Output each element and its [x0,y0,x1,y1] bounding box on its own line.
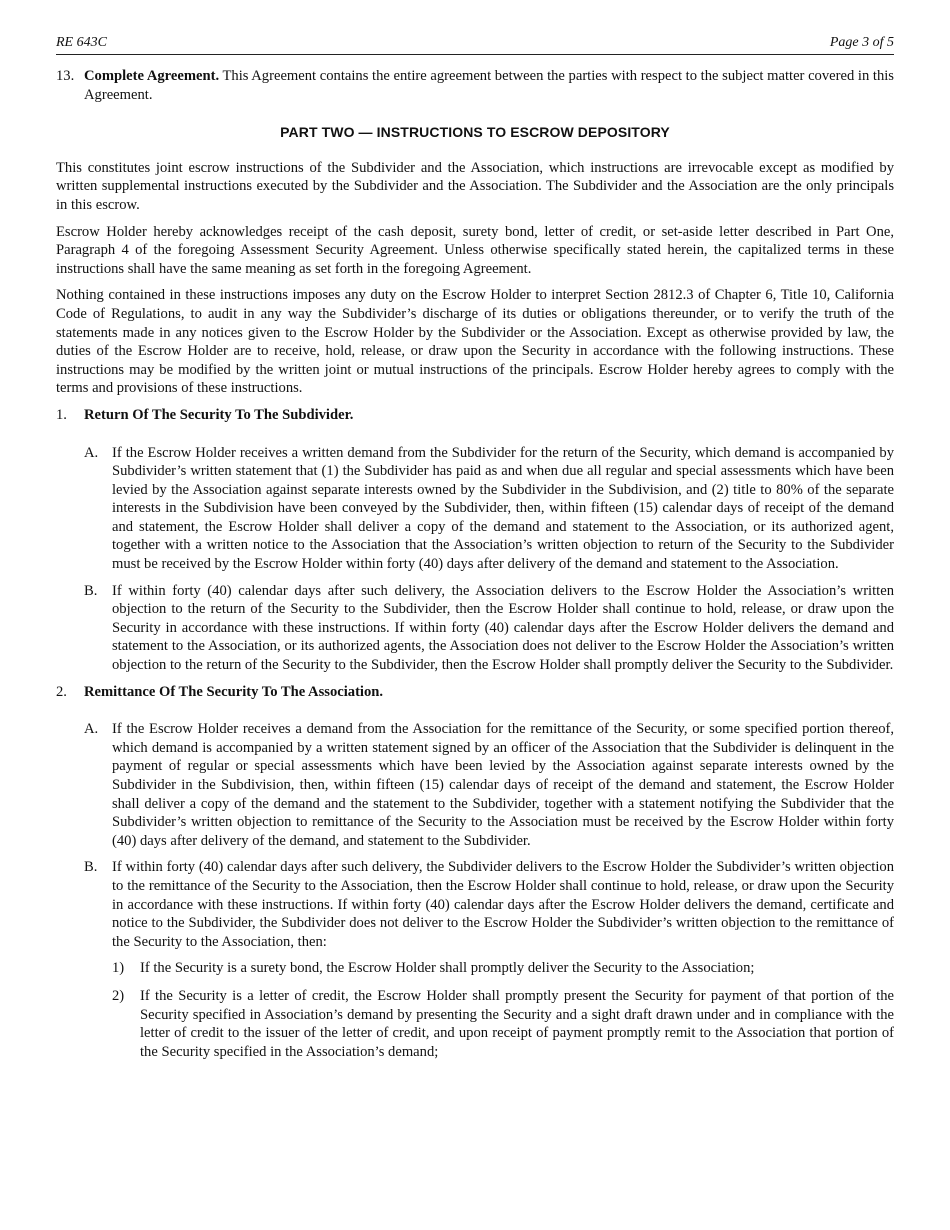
page-header [56,34,894,55]
section-2-title: Remittance Of The Security To The Association. [84,683,384,700]
section-1-number: 1. [56,406,67,423]
clause-13-number: 13. [56,68,75,84]
clause-13-title: Complete Agreement. [84,68,220,84]
section-1-subclause-b [84,582,894,675]
list-item-label: 1) [112,960,125,977]
list-item-text: If the Security is a letter of credit, the Escrow Holder shall promptly present the Security for payment of that portion of the Security specified in Association’s demand by presenting the Security and a sight draft drawn under and in compliance with the letter of credit to the issuer of the letter of credit, and upon receipt of payment promptly remit to the Association that portion of the Security specified in the Association’s demand; [140,987,894,1060]
list-item-text: If the Security is a surety bond, the Escrow Holder shall promptly deliver the Security to the Association; [140,960,755,977]
section-2-b-item-1 [112,959,894,978]
intro-paragraph-3: Nothing contained in these instructions imposes any duty on the Escrow Holder to interpret Section 2812.3 of Chapter 6, Title 10, California Code of Regulations, to audit in any way the Subdivider’s discharge of its duties or obligations thereunder, or to verify the truth of the statements made in any notices given to the Escrow Holder by the Subdivider or the Association. Except as otherwise provided by law, the duties of the Escrow Holder are to receive, hold, release, or draw upon the Security in accordance with the following instructions. These instructions may be modified by the written joint or mutual instructions of the principals. Escrow Holder hereby agrees to comply with the terms and provisions of these instructions. [56,287,894,397]
section-2-b-item-2 [112,987,894,1061]
subclause-label: A. [84,444,99,461]
section-1-title: Return Of The Security To The Subdivider. [84,406,354,423]
part-two-heading: PART TWO — INSTRUCTIONS TO ESCROW DEPOSITORY [280,124,670,141]
subclause-label: A. [84,721,99,738]
section-2-heading [56,683,894,702]
subclause-label: B. [84,859,98,876]
subclause-label: B. [84,582,98,599]
form-id: RE 643C [56,35,107,50]
section-2-subclause-b [84,858,894,951]
subclause-text: If within forty (40) calendar days after such delivery, the Association delivers to the Escrow Holder the Association’s written objection to the return of the Security to the Subdivider, then the Escrow Holder shall continue to hold, release, or draw upon the Security in accordance with these instructions. If within forty (40) calendar days after the Escrow Holder delivers the demand and statement to the Association, or its authorized agents, the Association does not deliver to the Escrow Holder the Association’s written objection to the return of the Security to the Subdivider, then the Escrow Holder shall promptly deliver the Security to the Subdivider. [112,582,894,674]
list-item-label: 2) [112,987,125,1004]
clause-13-text: This Agreement contains the entire agreement between the parties with respect to the subject matter covered in this Agreement. [84,68,894,103]
intro-paragraph-2: Escrow Holder hereby acknowledges receipt of the cash deposit, surety bond, letter of credit, or set-aside letter described in Part One, Paragraph 4 of the foregoing Assessment Security Agreement. Unless otherwise specifically stated herein, the capitalized terms in these instructions shall have the same meaning as set forth in the foregoing Agreement. [56,223,894,277]
subclause-text: If within forty (40) calendar days after such delivery, the Subdivider delivers to the Escrow Holder the Subdivider’s written objection to the remittance of the Security to the Association, then the Escrow Holder shall continue to hold, release, or draw upon the Security in accordance with these instructions. If within forty (40) calendar days after the Escrow Holder delivers the demand, certificate and notice to the Subdivider, the Subdivider does not deliver to the Escrow Holder the Subdivider’s written objection to the remittance of the Security to the Association, then: [112,859,894,950]
page-number: Page 3 of 5 [829,35,894,50]
subclause-text: If the Escrow Holder receives a written demand from the Subdivider for the return of the Security, which demand is accompanied by Subdivider’s written statement that (1) the Subdivider has paid as and when due all regular and special assessments which have been levied by the Association against separate interests owned by the Subdivider in the Subdivision, and (2) title to 80% of the separate interests in the Subdivision have been conveyed by the Subdivider, then, within fifteen (15) calendar days of receipt of the demand and statement, the Escrow Holder shall deliver a copy of the demand and statement to the Association, or its authorized agent, together with a written notice to the Association that the Association’s written objection to return of the Security to the Subdivider must be received by the Escrow Holder within forty (40) days after delivery of the demand and statement to the Association. [112,444,894,573]
section-2-subclause-a [84,720,894,850]
clause-13-body [84,67,894,104]
intro-paragraph-1: This constitutes joint escrow instructions of the Subdivider and the Association, which instructions are irrevocable except as modified by written supplemental instructions executed by the Subdivider and the Association. The Subdivider and the Association are the only principals in this escrow. [56,159,894,213]
subclause-text: If the Escrow Holder receives a demand from the Association for the remittance of the Security, or some specified portion thereof, which demand is accompanied by a written statement signed by an officer of the Association that the Subdivider is delinquent in the payment of regular or special assessments which have been levied by the Association against separate interests owned by the Subdivider in the Subdivision, then, within fifteen (15) calendar days of receipt of the demand and statement, the Escrow Holder shall deliver a copy of the demand and the statement to the Subdivider, together with a statement notifying the Subdivider that the Subdivider’s written objection to remittance of the Security to the Association must be received by the Escrow Holder within forty (40) days after delivery of the demand, and statement to the Subdivider. [112,721,894,849]
section-2-number: 2. [56,683,67,700]
clause-13 [56,67,894,104]
document-page [56,34,894,1070]
section-1-heading [56,406,894,425]
section-1-subclause-a [84,444,894,574]
